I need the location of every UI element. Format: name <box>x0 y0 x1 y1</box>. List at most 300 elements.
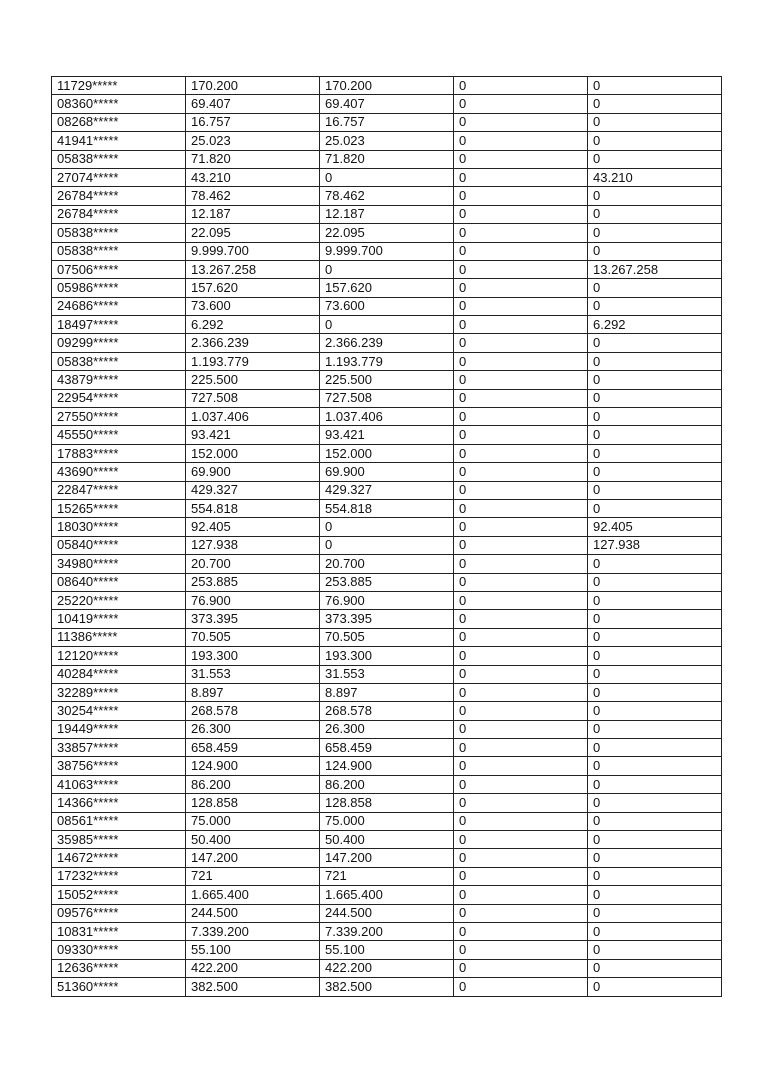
amount-cell: 268.578 <box>186 702 320 720</box>
amount-2-cell: 70.505 <box>320 628 454 646</box>
id-cell: 33857***** <box>52 739 186 757</box>
id-cell: 09330***** <box>52 941 186 959</box>
zero-cell: 0 <box>454 95 588 113</box>
id-cell: 40284***** <box>52 665 186 683</box>
remaining-cell: 92.405 <box>588 518 722 536</box>
id-cell: 43690***** <box>52 463 186 481</box>
zero-cell: 0 <box>454 463 588 481</box>
amount-2-cell: 422.200 <box>320 959 454 977</box>
id-cell: 27550***** <box>52 408 186 426</box>
amount-2-cell: 76.900 <box>320 591 454 609</box>
table-row <box>52 849 722 867</box>
zero-cell: 0 <box>454 555 588 573</box>
id-cell: 10831***** <box>52 922 186 940</box>
id-cell: 09299***** <box>52 334 186 352</box>
zero-cell: 0 <box>454 371 588 389</box>
remaining-cell: 0 <box>588 978 722 996</box>
remaining-cell: 0 <box>588 371 722 389</box>
amount-cell: 429.327 <box>186 481 320 499</box>
remaining-cell: 0 <box>588 187 722 205</box>
table-row <box>52 978 722 996</box>
table-row <box>52 205 722 223</box>
zero-cell: 0 <box>454 720 588 738</box>
id-cell: 22847***** <box>52 481 186 499</box>
id-cell: 08360***** <box>52 95 186 113</box>
amount-cell: 26.300 <box>186 720 320 738</box>
amount-cell: 13.267.258 <box>186 260 320 278</box>
zero-cell: 0 <box>454 794 588 812</box>
amount-cell: 147.200 <box>186 849 320 867</box>
amount-cell: 1.665.400 <box>186 886 320 904</box>
id-cell: 18030***** <box>52 518 186 536</box>
id-cell: 11386***** <box>52 628 186 646</box>
remaining-cell: 0 <box>588 775 722 793</box>
amount-2-cell: 1.193.779 <box>320 352 454 370</box>
zero-cell: 0 <box>454 150 588 168</box>
remaining-cell: 0 <box>588 389 722 407</box>
zero-cell: 0 <box>454 187 588 205</box>
data-table <box>51 76 722 997</box>
remaining-cell: 0 <box>588 77 722 95</box>
amount-2-cell: 7.339.200 <box>320 922 454 940</box>
table-row <box>52 867 722 885</box>
zero-cell: 0 <box>454 389 588 407</box>
zero-cell: 0 <box>454 849 588 867</box>
amount-cell: 75.000 <box>186 812 320 830</box>
amount-2-cell: 429.327 <box>320 481 454 499</box>
table-row <box>52 279 722 297</box>
remaining-cell: 0 <box>588 867 722 885</box>
amount-cell: 25.023 <box>186 132 320 150</box>
zero-cell: 0 <box>454 573 588 591</box>
table-row <box>52 77 722 95</box>
table-row <box>52 260 722 278</box>
amount-cell: 73.600 <box>186 297 320 315</box>
table-row <box>52 113 722 131</box>
remaining-cell: 0 <box>588 463 722 481</box>
id-cell: 38756***** <box>52 757 186 775</box>
amount-2-cell: 1.665.400 <box>320 886 454 904</box>
table-row <box>52 720 722 738</box>
zero-cell: 0 <box>454 647 588 665</box>
table-row <box>52 408 722 426</box>
amount-2-cell: 147.200 <box>320 849 454 867</box>
zero-cell: 0 <box>454 205 588 223</box>
zero-cell: 0 <box>454 444 588 462</box>
remaining-cell: 0 <box>588 941 722 959</box>
table-row <box>52 444 722 462</box>
amount-cell: 225.500 <box>186 371 320 389</box>
amount-cell: 86.200 <box>186 775 320 793</box>
table-row <box>52 812 722 830</box>
remaining-cell: 0 <box>588 555 722 573</box>
id-cell: 05838***** <box>52 150 186 168</box>
table-row <box>52 168 722 186</box>
amount-2-cell: 8.897 <box>320 683 454 701</box>
id-cell: 09576***** <box>52 904 186 922</box>
remaining-cell: 0 <box>588 739 722 757</box>
amount-2-cell: 31.553 <box>320 665 454 683</box>
id-cell: 41063***** <box>52 775 186 793</box>
amount-2-cell: 0 <box>320 536 454 554</box>
table-row <box>52 610 722 628</box>
remaining-cell: 127.938 <box>588 536 722 554</box>
id-cell: 30254***** <box>52 702 186 720</box>
amount-cell: 43.210 <box>186 168 320 186</box>
amount-2-cell: 268.578 <box>320 702 454 720</box>
amount-cell: 16.757 <box>186 113 320 131</box>
amount-cell: 12.187 <box>186 205 320 223</box>
zero-cell: 0 <box>454 224 588 242</box>
id-cell: 15052***** <box>52 886 186 904</box>
zero-cell: 0 <box>454 426 588 444</box>
id-cell: 25220***** <box>52 591 186 609</box>
id-cell: 12120***** <box>52 647 186 665</box>
amount-cell: 20.700 <box>186 555 320 573</box>
remaining-cell: 0 <box>588 444 722 462</box>
amount-cell: 127.938 <box>186 536 320 554</box>
zero-cell: 0 <box>454 334 588 352</box>
amount-2-cell: 69.900 <box>320 463 454 481</box>
remaining-cell: 0 <box>588 794 722 812</box>
remaining-cell: 0 <box>588 683 722 701</box>
table-row <box>52 187 722 205</box>
amount-2-cell: 0 <box>320 260 454 278</box>
zero-cell: 0 <box>454 518 588 536</box>
zero-cell: 0 <box>454 775 588 793</box>
amount-2-cell: 55.100 <box>320 941 454 959</box>
amount-2-cell: 12.187 <box>320 205 454 223</box>
amount-2-cell: 170.200 <box>320 77 454 95</box>
zero-cell: 0 <box>454 77 588 95</box>
table-row <box>52 647 722 665</box>
id-cell: 05838***** <box>52 224 186 242</box>
remaining-cell: 0 <box>588 628 722 646</box>
amount-cell: 6.292 <box>186 316 320 334</box>
amount-cell: 22.095 <box>186 224 320 242</box>
id-cell: 45550***** <box>52 426 186 444</box>
id-cell: 17232***** <box>52 867 186 885</box>
amount-2-cell: 225.500 <box>320 371 454 389</box>
amount-2-cell: 78.462 <box>320 187 454 205</box>
remaining-cell: 0 <box>588 904 722 922</box>
remaining-cell: 0 <box>588 224 722 242</box>
amount-2-cell: 152.000 <box>320 444 454 462</box>
zero-cell: 0 <box>454 904 588 922</box>
remaining-cell: 0 <box>588 647 722 665</box>
id-cell: 24686***** <box>52 297 186 315</box>
table-row <box>52 371 722 389</box>
table-row <box>52 95 722 113</box>
amount-cell: 382.500 <box>186 978 320 996</box>
remaining-cell: 0 <box>588 297 722 315</box>
amount-cell: 152.000 <box>186 444 320 462</box>
amount-cell: 69.407 <box>186 95 320 113</box>
amount-cell: 8.897 <box>186 683 320 701</box>
zero-cell: 0 <box>454 297 588 315</box>
remaining-cell: 0 <box>588 132 722 150</box>
table-row <box>52 628 722 646</box>
remaining-cell: 0 <box>588 426 722 444</box>
id-cell: 05840***** <box>52 536 186 554</box>
id-cell: 43879***** <box>52 371 186 389</box>
table-row <box>52 794 722 812</box>
remaining-cell: 0 <box>588 95 722 113</box>
id-cell: 26784***** <box>52 187 186 205</box>
zero-cell: 0 <box>454 499 588 517</box>
remaining-cell: 0 <box>588 279 722 297</box>
amount-2-cell: 727.508 <box>320 389 454 407</box>
amount-2-cell: 26.300 <box>320 720 454 738</box>
amount-cell: 78.462 <box>186 187 320 205</box>
amount-cell: 373.395 <box>186 610 320 628</box>
amount-2-cell: 124.900 <box>320 757 454 775</box>
amount-2-cell: 253.885 <box>320 573 454 591</box>
id-cell: 05838***** <box>52 352 186 370</box>
amount-cell: 71.820 <box>186 150 320 168</box>
remaining-cell: 0 <box>588 702 722 720</box>
amount-cell: 9.999.700 <box>186 242 320 260</box>
zero-cell: 0 <box>454 591 588 609</box>
zero-cell: 0 <box>454 279 588 297</box>
amount-2-cell: 382.500 <box>320 978 454 996</box>
remaining-cell: 0 <box>588 481 722 499</box>
amount-cell: 31.553 <box>186 665 320 683</box>
table-row <box>52 775 722 793</box>
remaining-cell: 0 <box>588 849 722 867</box>
amount-cell: 69.900 <box>186 463 320 481</box>
remaining-cell: 0 <box>588 665 722 683</box>
table-row <box>52 886 722 904</box>
amount-2-cell: 0 <box>320 518 454 536</box>
id-cell: 35985***** <box>52 831 186 849</box>
id-cell: 12636***** <box>52 959 186 977</box>
id-cell: 41941***** <box>52 132 186 150</box>
zero-cell: 0 <box>454 481 588 499</box>
amount-2-cell: 373.395 <box>320 610 454 628</box>
table-row <box>52 481 722 499</box>
amount-cell: 244.500 <box>186 904 320 922</box>
zero-cell: 0 <box>454 408 588 426</box>
zero-cell: 0 <box>454 812 588 830</box>
id-cell: 05986***** <box>52 279 186 297</box>
amount-2-cell: 0 <box>320 168 454 186</box>
zero-cell: 0 <box>454 683 588 701</box>
amount-2-cell: 75.000 <box>320 812 454 830</box>
amount-2-cell: 20.700 <box>320 555 454 573</box>
amount-2-cell: 244.500 <box>320 904 454 922</box>
table-row <box>52 831 722 849</box>
table-row <box>52 389 722 407</box>
id-cell: 51360***** <box>52 978 186 996</box>
amount-cell: 1.193.779 <box>186 352 320 370</box>
remaining-cell: 0 <box>588 242 722 260</box>
zero-cell: 0 <box>454 941 588 959</box>
amount-cell: 658.459 <box>186 739 320 757</box>
remaining-cell: 0 <box>588 205 722 223</box>
remaining-cell: 0 <box>588 408 722 426</box>
table-row <box>52 132 722 150</box>
remaining-cell: 0 <box>588 499 722 517</box>
table-row <box>52 463 722 481</box>
amount-cell: 422.200 <box>186 959 320 977</box>
remaining-cell: 0 <box>588 150 722 168</box>
amount-2-cell: 69.407 <box>320 95 454 113</box>
zero-cell: 0 <box>454 260 588 278</box>
amount-2-cell: 25.023 <box>320 132 454 150</box>
amount-cell: 124.900 <box>186 757 320 775</box>
remaining-cell: 0 <box>588 922 722 940</box>
table-row <box>52 941 722 959</box>
id-cell: 34980***** <box>52 555 186 573</box>
amount-cell: 128.858 <box>186 794 320 812</box>
remaining-cell: 0 <box>588 812 722 830</box>
amount-2-cell: 157.620 <box>320 279 454 297</box>
zero-cell: 0 <box>454 316 588 334</box>
amount-cell: 1.037.406 <box>186 408 320 426</box>
id-cell: 08268***** <box>52 113 186 131</box>
table-row <box>52 518 722 536</box>
amount-cell: 170.200 <box>186 77 320 95</box>
id-cell: 11729***** <box>52 77 186 95</box>
zero-cell: 0 <box>454 242 588 260</box>
zero-cell: 0 <box>454 922 588 940</box>
id-cell: 08561***** <box>52 812 186 830</box>
amount-2-cell: 554.818 <box>320 499 454 517</box>
zero-cell: 0 <box>454 831 588 849</box>
amount-cell: 76.900 <box>186 591 320 609</box>
id-cell: 32289***** <box>52 683 186 701</box>
zero-cell: 0 <box>454 132 588 150</box>
zero-cell: 0 <box>454 867 588 885</box>
remaining-cell: 0 <box>588 757 722 775</box>
table-row <box>52 573 722 591</box>
remaining-cell: 43.210 <box>588 168 722 186</box>
amount-2-cell: 128.858 <box>320 794 454 812</box>
zero-cell: 0 <box>454 352 588 370</box>
remaining-cell: 13.267.258 <box>588 260 722 278</box>
table-row <box>52 959 722 977</box>
id-cell: 26784***** <box>52 205 186 223</box>
table-body <box>52 77 722 997</box>
id-cell: 17883***** <box>52 444 186 462</box>
remaining-cell: 0 <box>588 352 722 370</box>
table-row <box>52 536 722 554</box>
amount-2-cell: 2.366.239 <box>320 334 454 352</box>
table-row <box>52 665 722 683</box>
amount-2-cell: 0 <box>320 316 454 334</box>
zero-cell: 0 <box>454 978 588 996</box>
amount-2-cell: 658.459 <box>320 739 454 757</box>
amount-cell: 92.405 <box>186 518 320 536</box>
amount-2-cell: 50.400 <box>320 831 454 849</box>
zero-cell: 0 <box>454 739 588 757</box>
table-row <box>52 757 722 775</box>
zero-cell: 0 <box>454 628 588 646</box>
amount-cell: 721 <box>186 867 320 885</box>
amount-cell: 93.421 <box>186 426 320 444</box>
amount-2-cell: 71.820 <box>320 150 454 168</box>
table-row <box>52 904 722 922</box>
amount-cell: 554.818 <box>186 499 320 517</box>
table-row <box>52 224 722 242</box>
table-row <box>52 739 722 757</box>
amount-cell: 2.366.239 <box>186 334 320 352</box>
table-row <box>52 591 722 609</box>
amount-2-cell: 721 <box>320 867 454 885</box>
table-row <box>52 555 722 573</box>
amount-2-cell: 16.757 <box>320 113 454 131</box>
amount-2-cell: 93.421 <box>320 426 454 444</box>
table-row <box>52 334 722 352</box>
remaining-cell: 0 <box>588 886 722 904</box>
remaining-cell: 0 <box>588 720 722 738</box>
zero-cell: 0 <box>454 702 588 720</box>
zero-cell: 0 <box>454 536 588 554</box>
table-row <box>52 242 722 260</box>
amount-2-cell: 1.037.406 <box>320 408 454 426</box>
zero-cell: 0 <box>454 610 588 628</box>
remaining-cell: 0 <box>588 610 722 628</box>
id-cell: 19449***** <box>52 720 186 738</box>
amount-2-cell: 193.300 <box>320 647 454 665</box>
table-row <box>52 316 722 334</box>
id-cell: 05838***** <box>52 242 186 260</box>
zero-cell: 0 <box>454 757 588 775</box>
amount-2-cell: 73.600 <box>320 297 454 315</box>
id-cell: 18497***** <box>52 316 186 334</box>
remaining-cell: 0 <box>588 334 722 352</box>
id-cell: 14672***** <box>52 849 186 867</box>
amount-cell: 70.505 <box>186 628 320 646</box>
id-cell: 10419***** <box>52 610 186 628</box>
table-row <box>52 922 722 940</box>
zero-cell: 0 <box>454 168 588 186</box>
amount-cell: 193.300 <box>186 647 320 665</box>
id-cell: 14366***** <box>52 794 186 812</box>
amount-2-cell: 9.999.700 <box>320 242 454 260</box>
zero-cell: 0 <box>454 113 588 131</box>
table-row <box>52 499 722 517</box>
amount-cell: 55.100 <box>186 941 320 959</box>
zero-cell: 0 <box>454 665 588 683</box>
id-cell: 27074***** <box>52 168 186 186</box>
remaining-cell: 0 <box>588 831 722 849</box>
id-cell: 15265***** <box>52 499 186 517</box>
id-cell: 08640***** <box>52 573 186 591</box>
remaining-cell: 0 <box>588 591 722 609</box>
table-row <box>52 150 722 168</box>
id-cell: 22954***** <box>52 389 186 407</box>
amount-cell: 50.400 <box>186 831 320 849</box>
remaining-cell: 0 <box>588 573 722 591</box>
amount-cell: 727.508 <box>186 389 320 407</box>
id-cell: 07506***** <box>52 260 186 278</box>
table-row <box>52 297 722 315</box>
table-row <box>52 702 722 720</box>
amount-cell: 7.339.200 <box>186 922 320 940</box>
table-row <box>52 683 722 701</box>
zero-cell: 0 <box>454 886 588 904</box>
table-row <box>52 426 722 444</box>
zero-cell: 0 <box>454 959 588 977</box>
table-row <box>52 352 722 370</box>
amount-cell: 253.885 <box>186 573 320 591</box>
amount-2-cell: 22.095 <box>320 224 454 242</box>
amount-cell: 157.620 <box>186 279 320 297</box>
remaining-cell: 0 <box>588 959 722 977</box>
remaining-cell: 6.292 <box>588 316 722 334</box>
